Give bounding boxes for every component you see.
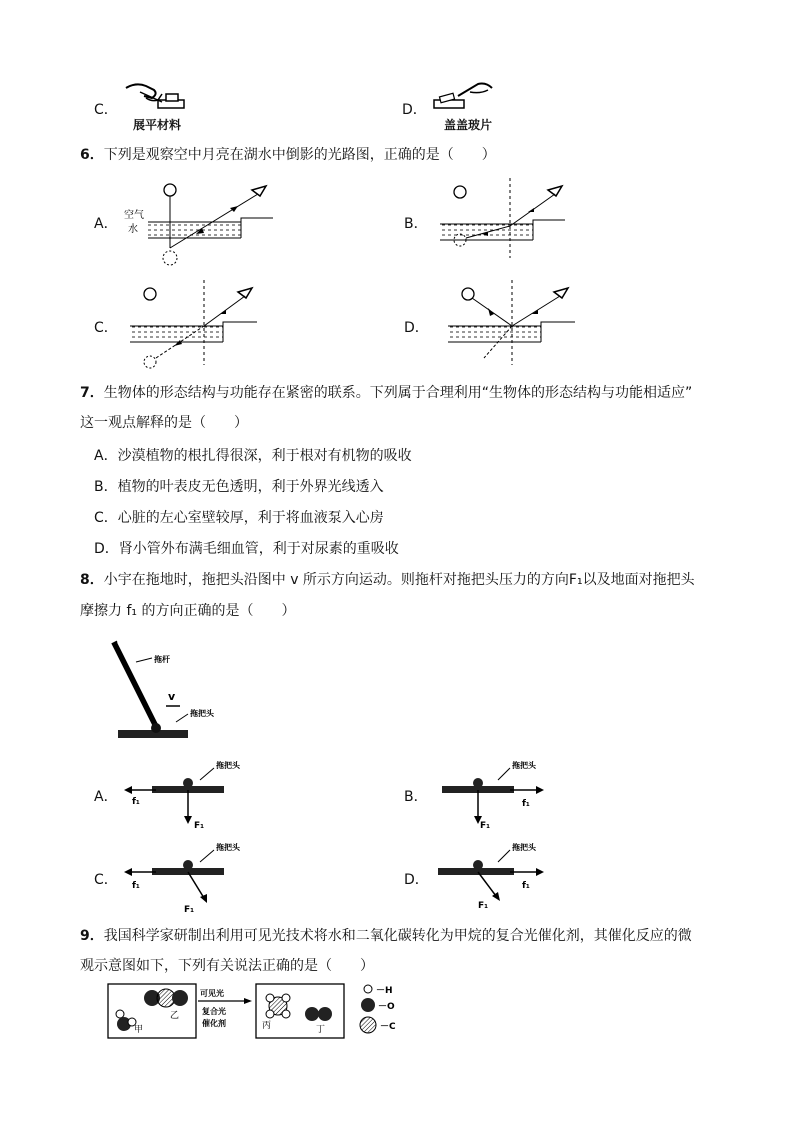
q8-number: 8． bbox=[80, 572, 104, 588]
q6-option-a-diagram bbox=[118, 178, 278, 270]
q7-option-c: C．心脏的左心室壁较厚，利于将血液泵入心房 bbox=[94, 510, 384, 526]
q7-option-a: A．沙漠植物的根扎得很深，利于根对有机物的吸收 bbox=[94, 448, 412, 464]
q8-option-b-diagram bbox=[434, 756, 564, 836]
legend-o: －O bbox=[378, 1002, 395, 1012]
friction-label: f₁ bbox=[522, 881, 530, 891]
friction-label: f₁ bbox=[132, 797, 140, 807]
q5-option-d-letter: D． bbox=[402, 102, 427, 118]
label-jia: 甲 bbox=[134, 1025, 144, 1035]
q7-number: 7． bbox=[80, 385, 104, 401]
air-label: 空气 bbox=[124, 210, 144, 221]
q8-option-d-letter: D． bbox=[404, 872, 429, 888]
q6-option-c-letter: C． bbox=[94, 320, 118, 336]
q9-question-line1 bbox=[80, 926, 692, 946]
mop-head-label: 拖把头 bbox=[216, 843, 240, 852]
eye-icon bbox=[554, 288, 568, 298]
q9-reaction-diagram bbox=[106, 980, 436, 1042]
q9-text-line2: 观示意图如下，下列有关说法正确的是（ ） bbox=[80, 958, 374, 974]
q9-text-line1: 我国科学家研制出利用可见光技术将水和二氧化碳转化为甲烷的复合光催化剂，其催化反应的微 bbox=[103, 928, 692, 944]
water-label: 水 bbox=[128, 224, 138, 235]
label-bing: 丙 bbox=[262, 1021, 272, 1031]
q6-option-d-diagram bbox=[438, 280, 588, 375]
spread-material-illustration bbox=[122, 80, 192, 112]
friction-label: f₁ bbox=[132, 881, 140, 891]
q5-option-c-caption: 展平材料 bbox=[133, 118, 182, 132]
q8-text-line2: 摩擦力 f₁ 的方向正确的是（ ） bbox=[80, 603, 296, 619]
q6-option-b-letter: B． bbox=[404, 216, 428, 232]
q6-option-a-letter: A． bbox=[94, 216, 118, 232]
q8-option-c-diagram bbox=[122, 838, 252, 918]
q7-option-b: B．植物的叶表皮无色透明，利于外界光线透入 bbox=[94, 479, 384, 495]
mop-head-label: 拖把头 bbox=[512, 843, 536, 852]
mop-head-label: 拖把头 bbox=[216, 761, 240, 770]
cover-slip-illustration bbox=[430, 80, 500, 112]
q8-option-c-letter: C． bbox=[94, 872, 118, 888]
q5-option-c-letter: C． bbox=[94, 102, 118, 118]
q6-question bbox=[80, 145, 496, 165]
force-label: F₁ bbox=[480, 821, 491, 831]
q7-option-d: D．肾小管外布满毛细血管，利于对尿素的重吸收 bbox=[94, 541, 399, 557]
q8-option-a-letter: A． bbox=[94, 789, 118, 805]
friction-label: f₁ bbox=[522, 799, 530, 809]
force-label: F₁ bbox=[184, 905, 195, 915]
q9-number: 9． bbox=[80, 928, 104, 944]
label-yi: 乙 bbox=[170, 1011, 180, 1021]
q8-mop-figure bbox=[108, 638, 238, 748]
q5-option-d-caption: 盖盖玻片 bbox=[444, 118, 493, 132]
q7-text-line1: 生物体的形态结构与功能存在紧密的联系。下列属于合理利用“生物体的形态结构与功能相适应” bbox=[103, 385, 693, 401]
q8-option-d-diagram bbox=[434, 838, 564, 918]
arrow-top-label: 可见光 bbox=[200, 989, 224, 998]
q6-number: 6． bbox=[80, 147, 104, 163]
q7-question-line1 bbox=[80, 383, 692, 403]
q6-option-d-letter: D． bbox=[404, 320, 429, 336]
eye-icon bbox=[252, 186, 266, 196]
q8-option-b-letter: B． bbox=[404, 789, 428, 805]
q7-text-line2: 这一观点解释的是（ ） bbox=[80, 415, 248, 431]
mop-rod-label: 拖杆 bbox=[154, 655, 170, 664]
label-ding: 丁 bbox=[316, 1025, 326, 1035]
arrow-bottom-label-1: 复合光 bbox=[202, 1007, 226, 1016]
velocity-label: v bbox=[168, 690, 176, 703]
eye-icon bbox=[238, 288, 252, 298]
mop-head-label: 拖把头 bbox=[512, 761, 536, 770]
eye-icon bbox=[548, 186, 562, 196]
legend-c: －C bbox=[380, 1022, 396, 1032]
arrow-bottom-label-2: 催化剂 bbox=[202, 1019, 226, 1028]
legend-h: －H bbox=[376, 986, 393, 996]
q8-option-a-diagram bbox=[122, 756, 252, 836]
force-label: F₁ bbox=[194, 821, 205, 831]
q6-option-b-diagram bbox=[430, 178, 580, 270]
q8-text-line1: 小宇在拖地时，拖把头沿图中 v 所示方向运动。则拖杆对拖把头压力的方向F₁以及地面对拖把头 bbox=[103, 572, 695, 588]
mop-head-label: 拖把头 bbox=[190, 709, 214, 718]
force-label: F₁ bbox=[478, 901, 489, 911]
q6-option-c-diagram bbox=[120, 280, 270, 375]
q8-question-line1 bbox=[80, 570, 695, 590]
q6-text: 下列是观察空中月亮在湖水中倒影的光路图，正确的是（ ） bbox=[103, 147, 496, 163]
